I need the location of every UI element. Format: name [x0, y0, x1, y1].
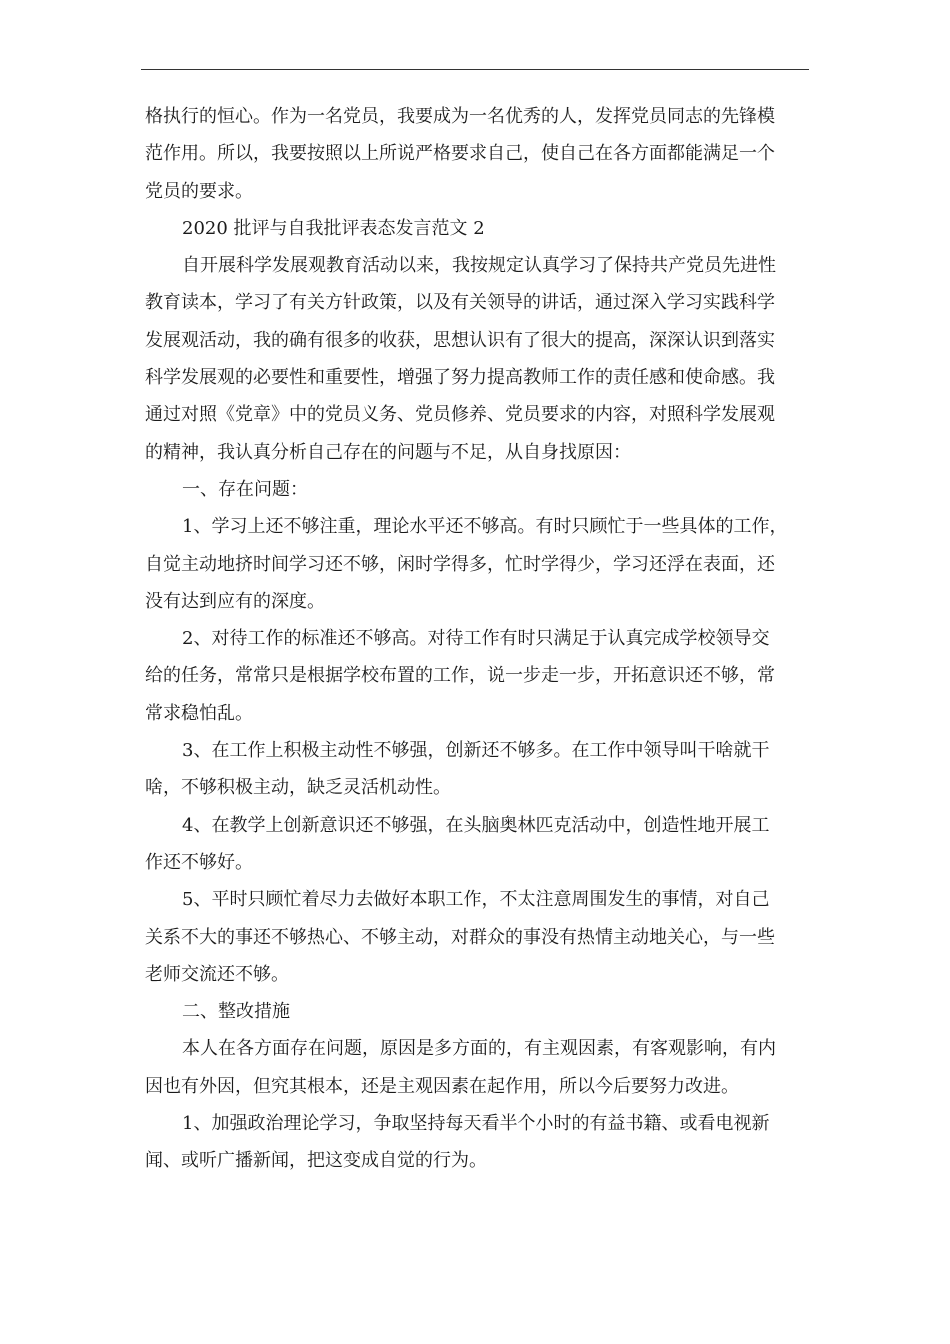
text-line: 1、学习上还不够注重，理论水平还不够高。有时只顾忙于一些具体的工作， [182, 516, 788, 538]
paragraph [145, 98, 815, 210]
text-line: 闻、或听广播新闻，把这变成自觉的行为。 [145, 1150, 487, 1172]
paragraph [145, 1030, 815, 1105]
text-line: 通过对照《党章》中的党员义务、党员修养、党员要求的内容，对照科学发展观 [145, 404, 775, 426]
text-line: 1、加强政治理论学习，争取坚持每天看半个小时的有益书籍、或看电视新 [182, 1113, 770, 1135]
text-line: 常求稳怕乱。 [145, 702, 253, 724]
paragraph [145, 732, 815, 807]
paragraph [145, 620, 815, 732]
paragraph [145, 881, 815, 993]
paragraph [145, 508, 815, 620]
text-line: 格执行的恒心。作为一名党员，我要成为一名优秀的人，发挥党员同志的先锋模 [145, 106, 775, 127]
text-line: 啥，不够积极主动，缺乏灵活机动性。 [145, 777, 451, 799]
text-line: 没有达到应有的深度。 [145, 590, 325, 612]
text-line: 自觉主动地挤时间学习还不够，闲时学得多，忙时学得少，学习还浮在表面，还 [145, 553, 775, 575]
text-line: 自开展科学发展观教育活动以来，我按规定认真学习了保持共产党员先进性 [182, 255, 776, 277]
paragraph [145, 807, 815, 882]
text-line: 二、整改措施 [182, 1001, 290, 1023]
text-line: 本人在各方面存在问题，原因是多方面的，有主观因素，有客观影响，有内 [182, 1038, 776, 1060]
paragraph [145, 1105, 815, 1180]
text-line: 2、对待工作的标准还不够高。对待工作有时只满足于认真完成学校领导交 [182, 628, 770, 650]
text-line: 一、存在问题： [182, 478, 308, 500]
text-line: 关系不大的事还不够热心、不够主动，对群众的事没有热情主动地关心，与一些 [145, 926, 775, 948]
text-line: 3、在工作上积极主动性不够强，创新还不够多。在工作中领导叫干啥就干 [182, 740, 770, 762]
paragraph [145, 993, 815, 1030]
header-rule [141, 69, 809, 70]
text-line: 因也有外因，但究其根本，还是主观因素在起作用，所以今后要努力改进。 [145, 1075, 739, 1097]
text-line: 给的任务，常常只是根据学校布置的工作，说一步走一步，开拓意识还不够，常 [145, 665, 775, 687]
paragraph [145, 247, 815, 471]
text-line: 发展观活动，我的确有很多的收获，思想认识有了很大的提高，深深认识到落实 [145, 329, 775, 351]
text-line: 党员的要求。 [145, 180, 253, 202]
text-line: 2020 批评与自我批评表态发言范文 2 [182, 217, 485, 239]
text-line: 4、在教学上创新意识还不够强，在头脑奥林匹克活动中，创造性地开展工 [182, 814, 770, 836]
paragraph [145, 210, 815, 247]
text-line: 的精神，我认真分析自己存在的问题与不足，从自身找原因： [145, 441, 631, 463]
text-line: 5、平时只顾忙着尽力去做好本职工作，不太注意周围发生的事情，对自己 [182, 889, 770, 911]
text-line: 老师交流还不够。 [145, 963, 289, 985]
text-line: 作还不够好。 [145, 851, 253, 873]
text-line: 范作用。所以，我要按照以上所说严格要求自己，使自己在各方面都能满足一个 [145, 143, 775, 165]
text-line: 教育读本，学习了有关方针政策，以及有关领导的讲话，通过深入学习实践科学 [145, 292, 775, 314]
text-line: 科学发展观的必要性和重要性，增强了努力提高教师工作的责任感和使命感。我 [145, 367, 775, 389]
document-body [145, 98, 815, 1180]
paragraph [145, 471, 815, 508]
